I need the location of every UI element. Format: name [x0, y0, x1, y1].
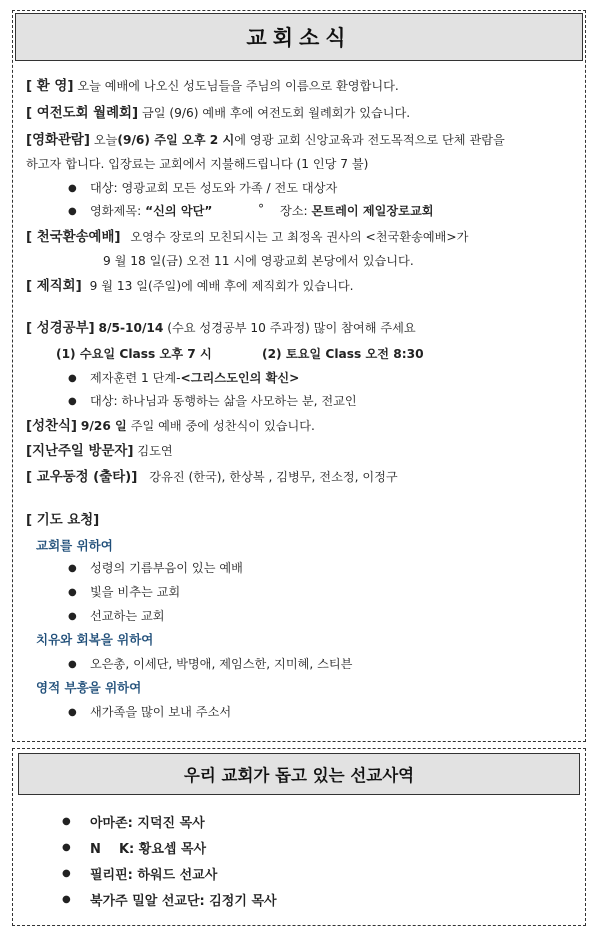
mission-item: 북가주 밀알 선교단: 김정기 목사 [90, 894, 277, 909]
communion-item [26, 418, 315, 435]
movie-film [90, 203, 212, 219]
movie-text-c: 에 영광 교회 신앙교육과 전도목적으로 단체 관람을 [234, 133, 505, 147]
memorial-line1: 오영수 장로의 모친되시는 고 최정옥 권사의 <천국환송예배>가 [130, 230, 469, 244]
bible-study-dates: 8/5-10/14 [98, 321, 164, 335]
movie-text-a: 오늘 [93, 133, 118, 147]
welcome-item [26, 78, 399, 95]
movie-target: 대상: 영광교회 모든 성도와 가족 / 전도 대상자 [90, 181, 338, 195]
mission-item: 아마존: 지덕진 목사 [90, 816, 205, 831]
memorial-line2: 9 월 18 일(금) 오전 11 시에 영광교회 본당에서 있습니다. [103, 254, 414, 268]
visitor-item [26, 443, 173, 460]
class-2: (2) 토요일 Class 오전 8:30 [262, 347, 424, 361]
bible-study-label: [ 성경공부] [26, 321, 95, 336]
bullet-icon: ● [68, 373, 77, 384]
bullet-icon: ● [62, 816, 71, 827]
outing-item [26, 469, 398, 486]
movie-place-value: 몬트레이 제일장로교회 [311, 204, 434, 218]
mission-item: N K: 황요셉 목사 [90, 842, 207, 857]
movie-place [280, 203, 434, 219]
bullet-icon: ● [68, 396, 77, 407]
place-mark: ° [258, 202, 265, 216]
class-1: (1) 수요일 Class 오후 7 시 [56, 347, 212, 361]
prayer-label: [ 기도 요청] [26, 513, 100, 528]
bible-item-2: 대상: 하나님과 동행하는 삶을 사모하는 분, 전교인 [90, 394, 357, 408]
bullet-icon: ● [68, 611, 77, 622]
prayer-item: 빛을 비추는 교회 [90, 585, 181, 599]
movie-line2: 하고자 합니다. 입장료는 교회에서 지불해드립니다 (1 인당 7 불) [26, 157, 369, 171]
womens-meeting-text: 금일 (9/6) 예배 후에 여전도회 월례회가 있습니다. [142, 106, 411, 120]
outing-label: [ 교우동정 (출타)] [26, 470, 138, 485]
staff-meeting-item [26, 278, 354, 295]
movie-film-label: 영화제목: [90, 204, 142, 218]
visitor-label: [지난주일 방문자] [26, 444, 134, 459]
movie-item [26, 132, 505, 149]
welcome-label: [ 환 영] [26, 79, 74, 94]
bullet-icon: ● [68, 659, 77, 670]
womens-meeting-item [26, 105, 410, 122]
prayer-item: 오은총, 이세단, 박명애, 제임스한, 지미혜, 스티븐 [90, 657, 353, 671]
womens-meeting-label: [ 여전도회 월례회] [26, 106, 139, 121]
bible-item-1-a: 제자훈련 1 단계- [90, 371, 181, 385]
movie-time: (9/6) 주일 오후 2 시 [117, 133, 235, 147]
memorial-label: [ 천국환송예배] [26, 230, 121, 245]
bible-item-1-b: <그리스도인의 확신> [180, 371, 300, 385]
bullet-icon: ● [68, 587, 77, 598]
communion-label: [성찬식] [26, 419, 78, 434]
prayer-group-title: 치유와 회복을 위하여 [36, 632, 154, 647]
bible-study-item [26, 320, 416, 337]
bullet-icon: ● [62, 842, 71, 853]
movie-label: [영화관람] [26, 133, 90, 148]
prayer-group-title: 교회를 위하여 [36, 538, 113, 553]
staff-meeting-text: 9 월 13 일(주일)에 예배 후에 제직회가 있습니다. [89, 279, 354, 293]
outing-text: 강유진 (한국), 한상복 , 김병무, 전소정, 이정구 [149, 470, 398, 484]
mission-item: 필리핀: 하워드 선교사 [90, 868, 218, 883]
prayer-group-title: 영적 부흥을 위하여 [36, 680, 142, 695]
movie-place-label: 장소: [280, 204, 308, 218]
prayer-item: 새가족을 많이 보내 주소서 [90, 705, 232, 719]
bullet-icon: ● [62, 868, 71, 879]
communion-text: 주일 예배 중에 성찬식이 있습니다. [130, 419, 315, 433]
prayer-item: 선교하는 교회 [90, 609, 165, 623]
bullet-icon: ● [68, 206, 77, 217]
page-title: 교회소식 [15, 13, 583, 61]
memorial-item [26, 229, 468, 246]
bible-item-1 [90, 370, 299, 386]
missions-title: 우리 교회가 돕고 있는 선교사역 [18, 753, 580, 795]
bullet-icon: ● [68, 183, 77, 194]
prayer-item: 성령의 기름부음이 있는 예배 [90, 561, 243, 575]
bullet-icon: ● [68, 563, 77, 574]
communion-date: 9/26 일 [80, 419, 127, 433]
bible-study-text: (수요 성경공부 10 주과정) 많이 참여해 주세요 [167, 321, 416, 335]
welcome-text: 오늘 예배에 나오신 성도님들을 주님의 이름으로 환영합니다. [77, 79, 399, 93]
movie-film-title: “신의 악단” [145, 204, 213, 218]
staff-meeting-label: [ 제직회] [26, 279, 82, 294]
visitor-text: 김도연 [137, 444, 173, 458]
bullet-icon: ● [68, 707, 77, 718]
bullet-icon: ● [62, 894, 71, 905]
